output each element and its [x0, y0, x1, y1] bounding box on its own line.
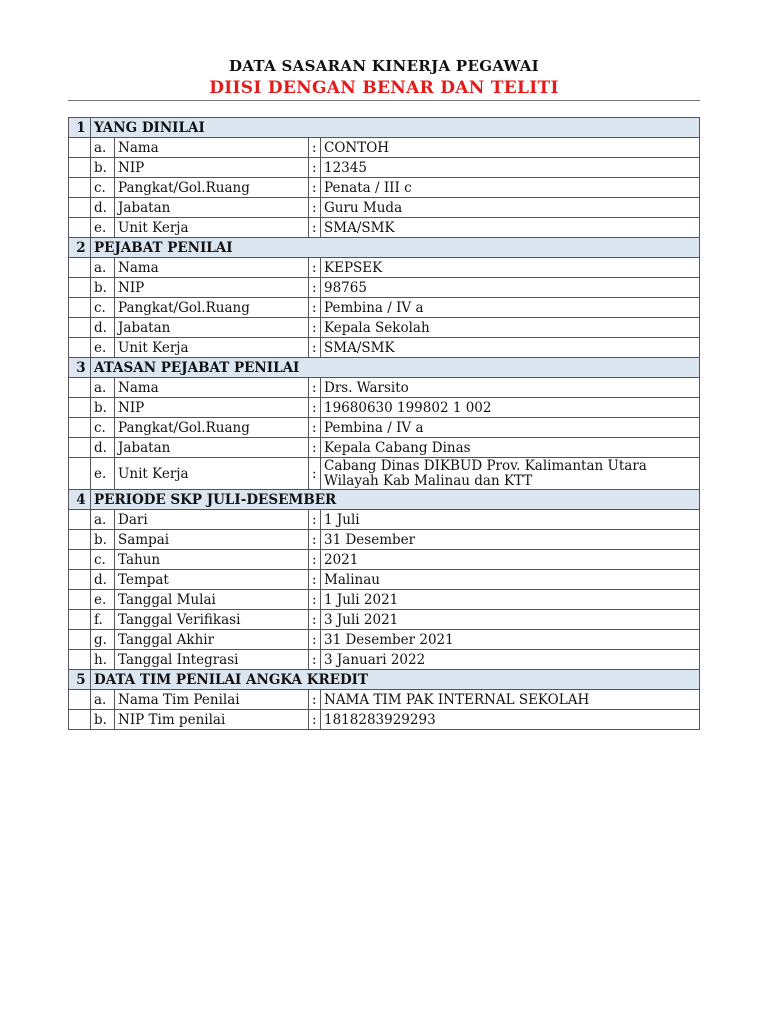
field-letter: c.	[91, 418, 115, 438]
field-row	[69, 458, 700, 490]
field-colon: :	[309, 690, 321, 710]
field-colon: :	[309, 510, 321, 530]
field-label: NIP	[115, 398, 309, 418]
field-value: 31 Desember 2021	[321, 630, 700, 650]
field-row	[69, 690, 700, 710]
field-value: Pembina / IV a	[321, 418, 700, 438]
field-value: 98765	[321, 278, 700, 298]
field-value: KEPSEK	[321, 258, 700, 278]
field-label: Nama Tim Penilai	[115, 690, 309, 710]
field-value: 3 Januari 2022	[321, 650, 700, 670]
header-divider	[68, 100, 700, 101]
field-label: Tanggal Mulai	[115, 590, 309, 610]
field-label: Pangkat/Gol.Ruang	[115, 418, 309, 438]
field-row	[69, 630, 700, 650]
section-indent-cell	[69, 318, 91, 338]
field-colon: :	[309, 398, 321, 418]
field-label: Pangkat/Gol.Ruang	[115, 178, 309, 198]
field-colon: :	[309, 438, 321, 458]
section-indent-cell	[69, 458, 91, 490]
field-label: NIP	[115, 158, 309, 178]
employee-data-table	[68, 117, 700, 730]
field-colon: :	[309, 338, 321, 358]
field-colon: :	[309, 178, 321, 198]
section-indent-cell	[69, 398, 91, 418]
field-value: 19680630 199802 1 002	[321, 398, 700, 418]
field-label: Pangkat/Gol.Ruang	[115, 298, 309, 318]
section-indent-cell	[69, 378, 91, 398]
field-colon: :	[309, 570, 321, 590]
field-row	[69, 178, 700, 198]
field-value: Pembina / IV a	[321, 298, 700, 318]
section-number: 3	[69, 358, 91, 378]
field-colon: :	[309, 418, 321, 438]
field-value: 31 Desember	[321, 530, 700, 550]
page-header	[68, 56, 700, 100]
field-colon: :	[309, 378, 321, 398]
field-letter: h.	[91, 650, 115, 670]
field-label: Unit Kerja	[115, 338, 309, 358]
field-colon: :	[309, 258, 321, 278]
field-label: Tanggal Akhir	[115, 630, 309, 650]
section-indent-cell	[69, 690, 91, 710]
field-value: 3 Juli 2021	[321, 610, 700, 630]
field-letter: a.	[91, 258, 115, 278]
field-value-line-2: Wilayah Kab Malinau dan KTT	[324, 472, 533, 489]
field-label: Jabatan	[115, 438, 309, 458]
field-letter: b.	[91, 158, 115, 178]
field-row	[69, 510, 700, 530]
field-colon: :	[309, 610, 321, 630]
field-value: 2021	[321, 550, 700, 570]
field-value: Drs. Warsito	[321, 378, 700, 398]
field-letter: e.	[91, 590, 115, 610]
field-label: Sampai	[115, 530, 309, 550]
field-row	[69, 398, 700, 418]
field-letter: a.	[91, 510, 115, 530]
section-indent-cell	[69, 298, 91, 318]
field-label: Nama	[115, 258, 309, 278]
field-colon: :	[309, 530, 321, 550]
field-row	[69, 198, 700, 218]
field-value: SMA/SMK	[321, 338, 700, 358]
field-colon: :	[309, 298, 321, 318]
field-colon: :	[309, 650, 321, 670]
field-colon: :	[309, 218, 321, 238]
field-letter: b.	[91, 278, 115, 298]
field-row	[69, 590, 700, 610]
section-header-row	[69, 238, 700, 258]
field-letter: c.	[91, 550, 115, 570]
field-label: Jabatan	[115, 318, 309, 338]
page-subtitle: DIISI DENGAN BENAR DAN TELITI	[209, 78, 559, 98]
field-letter: c.	[91, 298, 115, 318]
field-value: 1 Juli	[321, 510, 700, 530]
field-value: Kepala Cabang Dinas	[321, 438, 700, 458]
field-colon: :	[309, 138, 321, 158]
field-colon: :	[309, 198, 321, 218]
field-row	[69, 570, 700, 590]
field-colon: :	[309, 458, 321, 490]
field-row	[69, 138, 700, 158]
section-indent-cell	[69, 510, 91, 530]
field-colon: :	[309, 630, 321, 650]
section-indent-cell	[69, 218, 91, 238]
field-letter: f.	[91, 610, 115, 630]
field-letter: d.	[91, 198, 115, 218]
field-value: Malinau	[321, 570, 700, 590]
section-indent-cell	[69, 418, 91, 438]
field-label: NIP	[115, 278, 309, 298]
section-indent-cell	[69, 590, 91, 610]
section-indent-cell	[69, 138, 91, 158]
field-letter: d.	[91, 438, 115, 458]
section-indent-cell	[69, 630, 91, 650]
field-row	[69, 710, 700, 730]
section-title: ATASAN PEJABAT PENILAI	[91, 358, 700, 378]
section-indent-cell	[69, 278, 91, 298]
section-number: 5	[69, 670, 91, 690]
section-title: PEJABAT PENILAI	[91, 238, 700, 258]
field-letter: e.	[91, 458, 115, 490]
field-value: 1 Juli 2021	[321, 590, 700, 610]
section-header-row	[69, 358, 700, 378]
field-label: Tanggal Integrasi	[115, 650, 309, 670]
field-letter: a.	[91, 690, 115, 710]
field-value: 12345	[321, 158, 700, 178]
field-row	[69, 338, 700, 358]
field-letter: c.	[91, 178, 115, 198]
section-number: 1	[69, 118, 91, 138]
section-indent-cell	[69, 158, 91, 178]
field-row	[69, 158, 700, 178]
section-header-row	[69, 118, 700, 138]
field-label: NIP Tim penilai	[115, 710, 309, 730]
field-colon: :	[309, 550, 321, 570]
field-label: Unit Kerja	[115, 458, 309, 490]
field-colon: :	[309, 710, 321, 730]
field-row	[69, 278, 700, 298]
section-number: 2	[69, 238, 91, 258]
field-label: Tanggal Verifikasi	[115, 610, 309, 630]
section-indent-cell	[69, 710, 91, 730]
field-value-line-1: Cabang Dinas DIKBUD Prov. Kalimantan Utara	[324, 457, 647, 474]
field-letter: a.	[91, 138, 115, 158]
field-colon: :	[309, 158, 321, 178]
field-row	[69, 530, 700, 550]
section-indent-cell	[69, 610, 91, 630]
field-value: NAMA TIM PAK INTERNAL SEKOLAH	[321, 690, 700, 710]
field-value	[321, 458, 700, 490]
field-row	[69, 258, 700, 278]
field-colon: :	[309, 278, 321, 298]
section-indent-cell	[69, 650, 91, 670]
field-label: Unit Kerja	[115, 218, 309, 238]
section-number: 4	[69, 490, 91, 510]
field-letter: b.	[91, 398, 115, 418]
section-title: YANG DINILAI	[91, 118, 700, 138]
field-colon: :	[309, 318, 321, 338]
field-value: Kepala Sekolah	[321, 318, 700, 338]
form-body	[69, 118, 700, 730]
field-row	[69, 550, 700, 570]
field-value: CONTOH	[321, 138, 700, 158]
field-letter: g.	[91, 630, 115, 650]
field-label: Jabatan	[115, 198, 309, 218]
field-row	[69, 438, 700, 458]
section-title: DATA TIM PENILAI ANGKA KREDIT	[91, 670, 700, 690]
field-label: Dari	[115, 510, 309, 530]
field-label: Nama	[115, 138, 309, 158]
section-indent-cell	[69, 550, 91, 570]
field-value: 1818283929293	[321, 710, 700, 730]
section-header-row	[69, 670, 700, 690]
field-value: Penata / III c	[321, 178, 700, 198]
field-row	[69, 650, 700, 670]
field-label: Tahun	[115, 550, 309, 570]
field-letter: b.	[91, 530, 115, 550]
field-row	[69, 610, 700, 630]
field-letter: b.	[91, 710, 115, 730]
section-indent-cell	[69, 530, 91, 550]
field-letter: e.	[91, 218, 115, 238]
field-label: Nama	[115, 378, 309, 398]
section-title: PERIODE SKP JULI-DESEMBER	[91, 490, 700, 510]
field-value: Guru Muda	[321, 198, 700, 218]
section-indent-cell	[69, 338, 91, 358]
section-indent-cell	[69, 258, 91, 278]
field-row	[69, 418, 700, 438]
field-label: Tempat	[115, 570, 309, 590]
section-indent-cell	[69, 570, 91, 590]
field-row	[69, 298, 700, 318]
field-value: SMA/SMK	[321, 218, 700, 238]
section-indent-cell	[69, 438, 91, 458]
page-title: DATA SASARAN KINERJA PEGAWAI	[229, 57, 539, 75]
section-indent-cell	[69, 198, 91, 218]
field-letter: d.	[91, 570, 115, 590]
field-letter: a.	[91, 378, 115, 398]
field-row	[69, 218, 700, 238]
field-colon: :	[309, 590, 321, 610]
section-indent-cell	[69, 178, 91, 198]
field-letter: e.	[91, 338, 115, 358]
field-row	[69, 318, 700, 338]
field-row	[69, 378, 700, 398]
field-letter: d.	[91, 318, 115, 338]
section-header-row	[69, 490, 700, 510]
